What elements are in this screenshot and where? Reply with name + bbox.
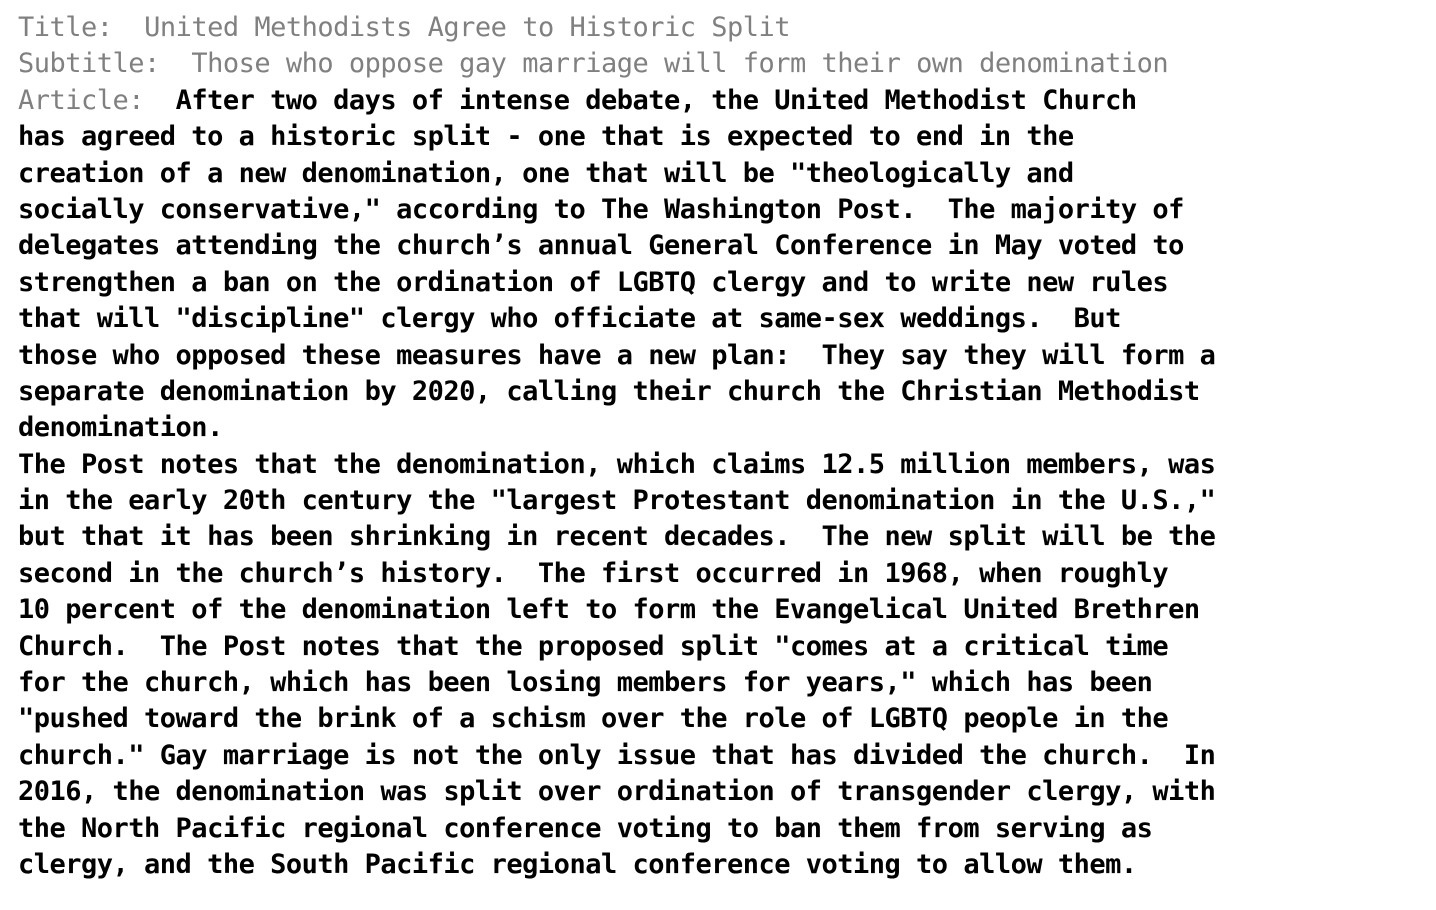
subtitle-label: Subtitle:	[18, 48, 160, 80]
article-line: that will "discipline" clergy who officiate at same-sex weddings. But	[18, 303, 1121, 335]
article-line: socially conservative," according to The Washington Post. The majority of	[18, 193, 1184, 225]
article-line: denomination.	[18, 412, 223, 444]
document	[18, 10, 1428, 883]
article-line: second in the church’s history. The first occurred in 1968, when roughly	[18, 557, 1169, 589]
article-line: The Post notes that the denomination, which claims 12.5 million members, was	[18, 448, 1216, 480]
article-line: delegates attending the church’s annual General Conference in May voted to	[18, 230, 1184, 262]
title-label: Title:	[18, 12, 113, 43]
article-line: creation of a new denomination, one that will be "theologically and	[18, 157, 1074, 189]
subtitle-line	[18, 46, 1428, 82]
article-line: After two days of intense debate, the United Methodist Church	[175, 84, 1137, 116]
article-line: "pushed toward the brink of a schism over the role of LGBTQ people in the	[18, 703, 1169, 735]
article-line: 2016, the denomination was split over ordination of transgender clergy, with	[18, 776, 1216, 808]
article-line: the North Pacific regional conference voting to ban them from serving as	[18, 812, 1153, 844]
article-line: those who opposed these measures have a new plan: They say they will form a	[18, 339, 1216, 371]
article-line: church." Gay marriage is not the only issue that has divided the church. In	[18, 739, 1216, 771]
article-subtitle: Those who oppose gay marriage will form their own denomination	[191, 48, 1169, 80]
article-first-line	[18, 83, 1428, 119]
article-line: strengthen a ban on the ordination of LGBTQ clergy and to write new rules	[18, 266, 1169, 298]
article-line: clergy, and the South Pacific regional conference voting to allow them.	[18, 848, 1137, 880]
article-line: but that it has been shrinking in recent decades. The new split will be the	[18, 521, 1216, 553]
article-title: United Methodists Agree to Historic Split	[144, 12, 791, 43]
article-line: for the church, which has been losing members for years," which has been	[18, 667, 1153, 699]
article-line: has agreed to a historic split - one that is expected to end in the	[18, 121, 1074, 153]
article-label: Article:	[18, 84, 145, 116]
article-line: in the early 20th century the "largest Protestant denomination in the U.S.,"	[18, 485, 1216, 517]
title-line	[18, 10, 1428, 46]
article-line: separate denomination by 2020, calling their church the Christian Methodist	[18, 375, 1200, 407]
article-line: Church. The Post notes that the proposed split "comes at a critical time	[18, 630, 1169, 662]
article-line: 10 percent of the denomination left to form the Evangelical United Brethren	[18, 594, 1200, 626]
